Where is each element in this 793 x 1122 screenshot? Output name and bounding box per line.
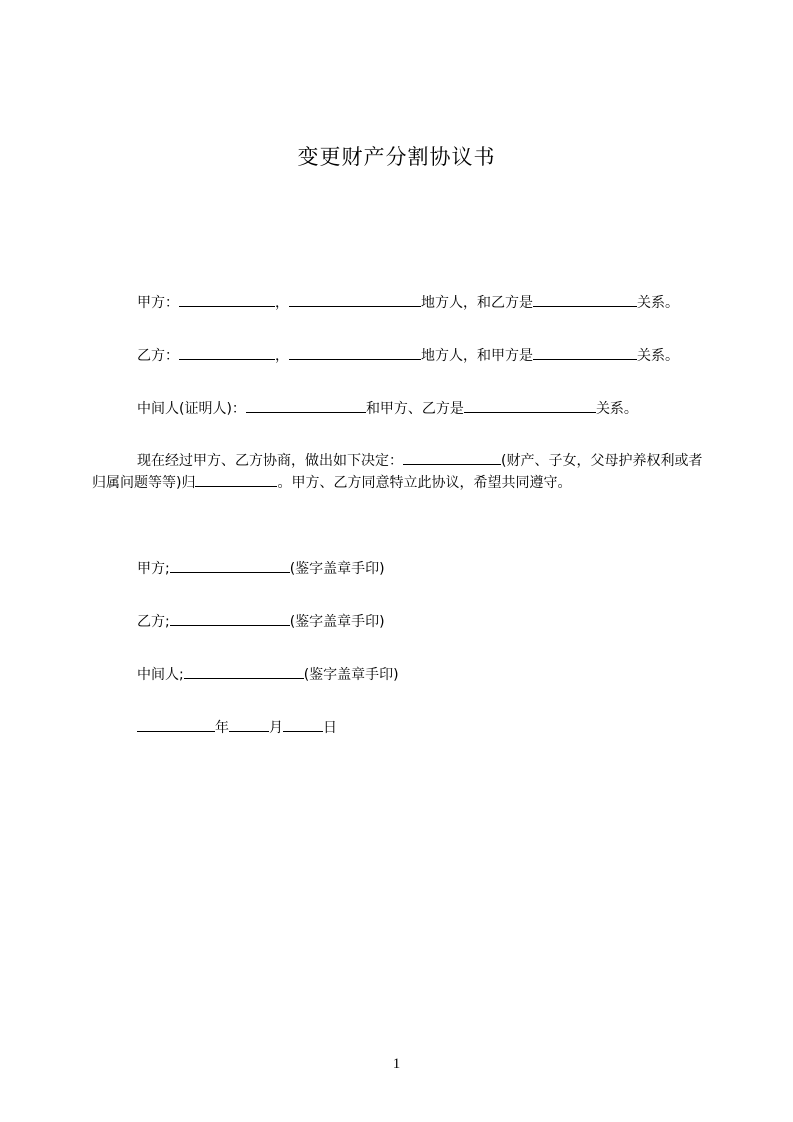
- party-a-middle-text: 地方人，和乙方是: [421, 295, 533, 311]
- party-b-middle-text: 地方人，和甲方是: [421, 348, 533, 364]
- party-b-comma: ，: [275, 348, 289, 364]
- party-a-label: 甲方：: [137, 295, 179, 311]
- witness-label: 中间人(证明人)：: [137, 401, 246, 417]
- decision-text-part1: 现在经过甲方、乙方协商，做出如下决定：: [137, 453, 403, 469]
- day-label: 日: [323, 720, 337, 736]
- signature-line-party-a: [137, 558, 385, 579]
- day-blank[interactable]: [283, 717, 323, 732]
- signature-note: (鉴字盖章手印): [289, 561, 385, 577]
- decision-text-part3: 。甲方、乙方同意特立此协议，希望共同遵守。: [277, 475, 572, 491]
- month-blank[interactable]: [229, 717, 269, 732]
- signature-line-party-b: [137, 611, 385, 632]
- party-b-label: 乙方：: [137, 348, 179, 364]
- date-line: [137, 717, 337, 738]
- signature-line-witness: [137, 664, 399, 685]
- year-blank[interactable]: [137, 717, 215, 732]
- party-b-tail-text: 关系。: [637, 348, 679, 364]
- witness-middle-text: 和甲方、乙方是: [365, 401, 464, 417]
- witness-relation-blank[interactable]: [464, 398, 596, 413]
- party-a-tail-text: 关系。: [637, 295, 679, 311]
- signature-note: (鉴字盖章手印): [303, 667, 399, 683]
- signature-blank[interactable]: [170, 558, 290, 573]
- party-b-origin-blank[interactable]: [289, 345, 421, 360]
- witness-name-blank[interactable]: [246, 398, 366, 413]
- year-label: 年: [215, 720, 229, 736]
- decision-owner-blank[interactable]: [195, 472, 277, 487]
- signature-label: 中间人;: [137, 667, 184, 683]
- party-b-name-blank[interactable]: [179, 345, 275, 360]
- month-label: 月: [269, 720, 283, 736]
- party-a-comma: ，: [275, 295, 289, 311]
- signature-blank[interactable]: [170, 611, 290, 626]
- party-a-line: [137, 292, 679, 313]
- signature-blank[interactable]: [184, 664, 304, 679]
- decision-paragraph: [92, 450, 708, 494]
- witness-tail-text: 关系。: [595, 401, 638, 417]
- witness-line: [137, 398, 638, 419]
- decision-item-blank[interactable]: [403, 450, 501, 465]
- signature-note: (鉴字盖章手印): [289, 614, 385, 630]
- party-a-relation-blank[interactable]: [533, 292, 637, 307]
- party-b-line: [137, 345, 679, 366]
- signature-label: 甲方;: [137, 561, 170, 577]
- party-b-relation-blank[interactable]: [533, 345, 637, 360]
- party-a-origin-blank[interactable]: [289, 292, 421, 307]
- signature-label: 乙方;: [137, 614, 170, 630]
- document-title: 变更财产分割协议书: [297, 145, 496, 169]
- decision-text-part2: (财产、子女，父母护养权利或者归属问题等等)归: [92, 453, 703, 491]
- party-a-name-blank[interactable]: [179, 292, 275, 307]
- page-number: 1: [392, 1056, 401, 1072]
